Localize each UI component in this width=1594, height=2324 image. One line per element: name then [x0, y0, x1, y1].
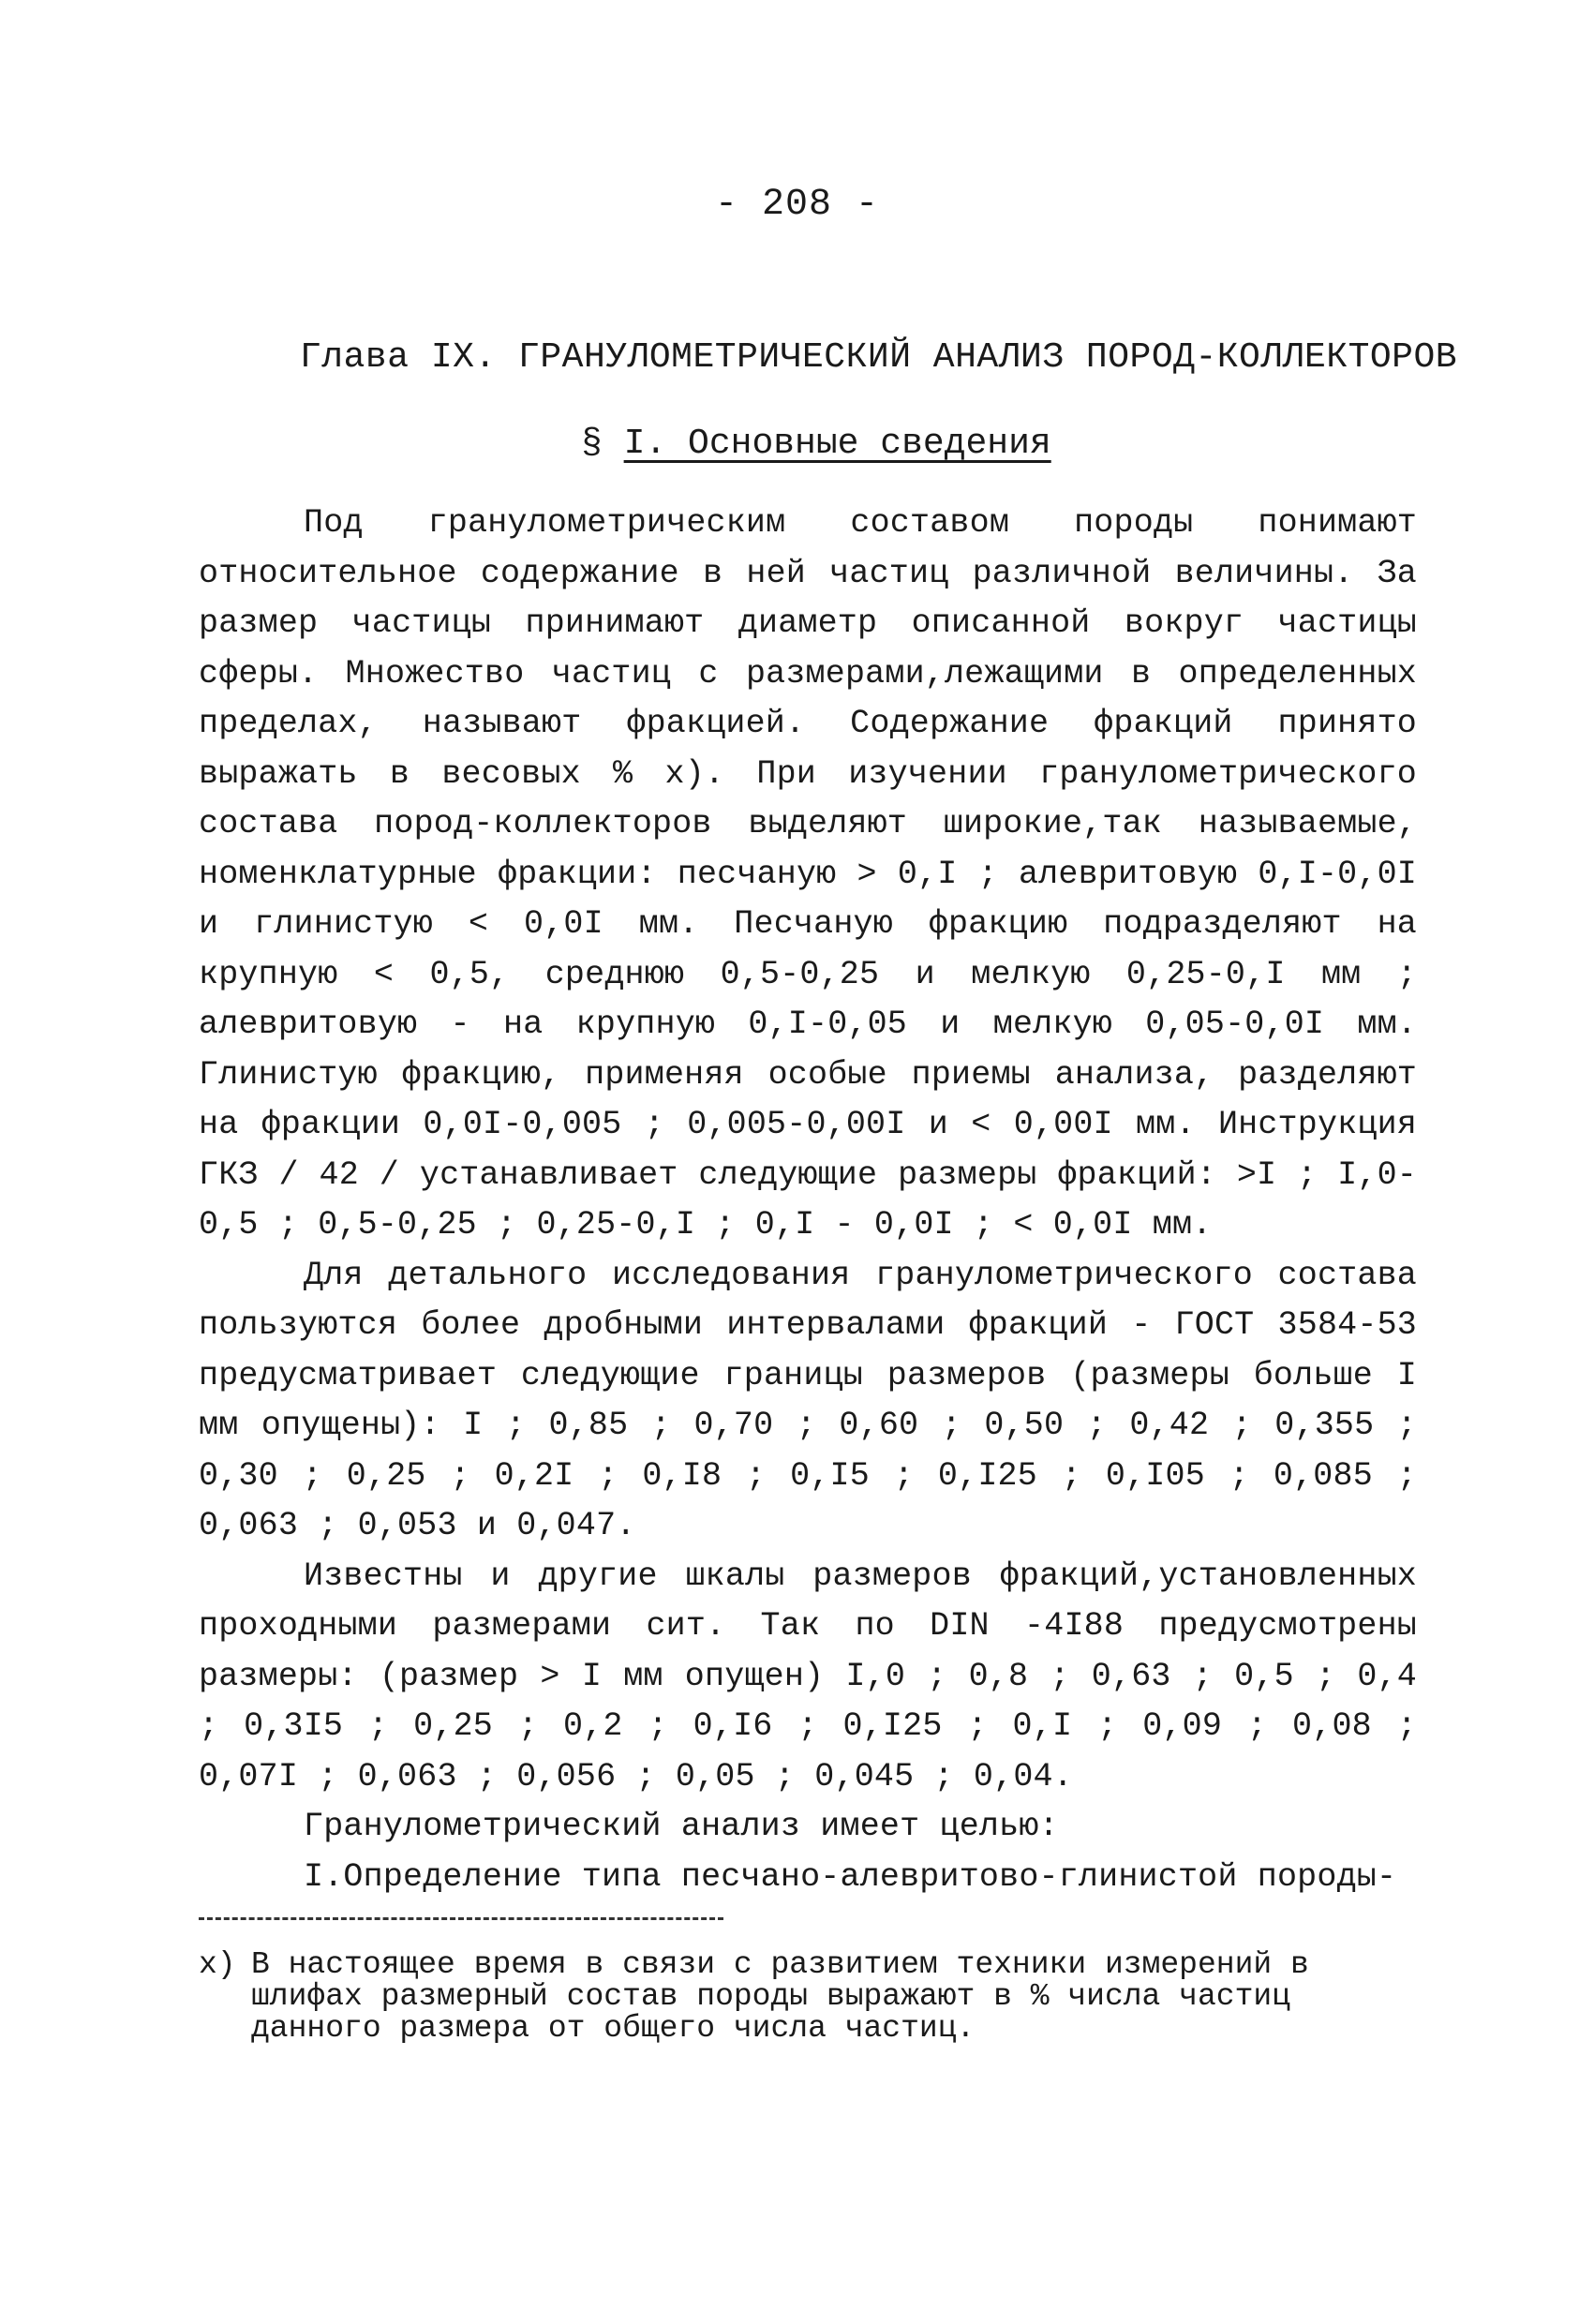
paragraph: Под гранулометрическим составом породы понимают относительное содержание в ней частиц различной величины. За размер частицы принимают диаметр описанной вокруг частицы сферы. Множество частиц с размерами,лежащими в определенных пределах, называют фракцией. Содержание фракций принято выражать в весовых % x). При изучении гранулометрического состава пород-коллекторов выделяют широкие,так называемые, номенклатурные фракции: песчаную > 0,I ; алевритовую 0,I-0,0I и глинистую < 0,0I мм. Песчаную фракцию подразделяют на крупную < 0,5, среднюю 0,5-0,25 и мелкую 0,25-0,I мм ; алевритовую - на крупную 0,I-0,05 и мелкую 0,05-0,0I мм. Глинистую фракцию, применяя особые приемы анализа, разделяют на фракции 0,0I-0,005 ; 0,005-0,00I и < 0,00I мм. Инструкция ГКЗ / 42 / устанавливает следующие размеры фракций: >I ; I,0-0,5 ; 0,5-0,25 ; 0,25-0,I ; 0,I - 0,0I ; < 0,0I мм.: [199, 504, 1417, 1244]
section-title: I. Основные сведения: [623, 424, 1051, 464]
page-number: - 208 -: [714, 184, 880, 226]
footnote-divider: [199, 1917, 723, 1920]
paragraph: Для детального исследования гранулометрического состава пользуются более дробными интервалами фракций - ГОСТ 3584-53 предусматривает следующие границы размеров (размеры больше I мм опущены): I ; 0,85 ; 0,70 ; 0,60 ; 0,50 ; 0,42 ; 0,355 ; 0,30 ; 0,25 ; 0,2I ; 0,I8 ; 0,I5 ; 0,I25 ; 0,I05 ; 0,085 ; 0,063 ; 0,053 и 0,047.: [199, 1256, 1417, 1544]
paragraph: Известны и другие шкалы размеров фракций,установленных проходными размерами сит. Так по DIN -4I88 предусмотрены размеры: (размер > I мм опущен) I,0 ; 0,8 ; 0,63 ; 0,5 ; 0,4 ; 0,3I5 ; 0,25 ; 0,2 ; 0,I6 ; 0,I25 ; 0,I ; 0,09 ; 0,08 ; 0,07I ; 0,063 ; 0,056 ; 0,05 ; 0,045 ; 0,04.: [199, 1557, 1417, 1795]
paragraph: I.Определение типа песчано-алевритово-глинистой породы-: [304, 1857, 1397, 1896]
footnote-marker: x): [199, 1947, 236, 1982]
footnote-text: В настоящее время в связи с развитием техники измерений в шлифах размерный состав породы выражают в % числа частиц данного размера от общего числа частиц.: [251, 1947, 1309, 2046]
section-symbol: §: [581, 424, 603, 464]
body-text: [199, 499, 1417, 1902]
section-heading: [581, 424, 1051, 464]
chapter-title: Глава IX. ГРАНУЛОМЕТРИЧЕСКИЙ АНАЛИЗ ПОРОД-КОЛЛЕКТОРОВ: [300, 337, 1458, 378]
paragraph: Гранулометрический анализ имеет целью:: [304, 1808, 1059, 1845]
footnote: [199, 1949, 1417, 2045]
